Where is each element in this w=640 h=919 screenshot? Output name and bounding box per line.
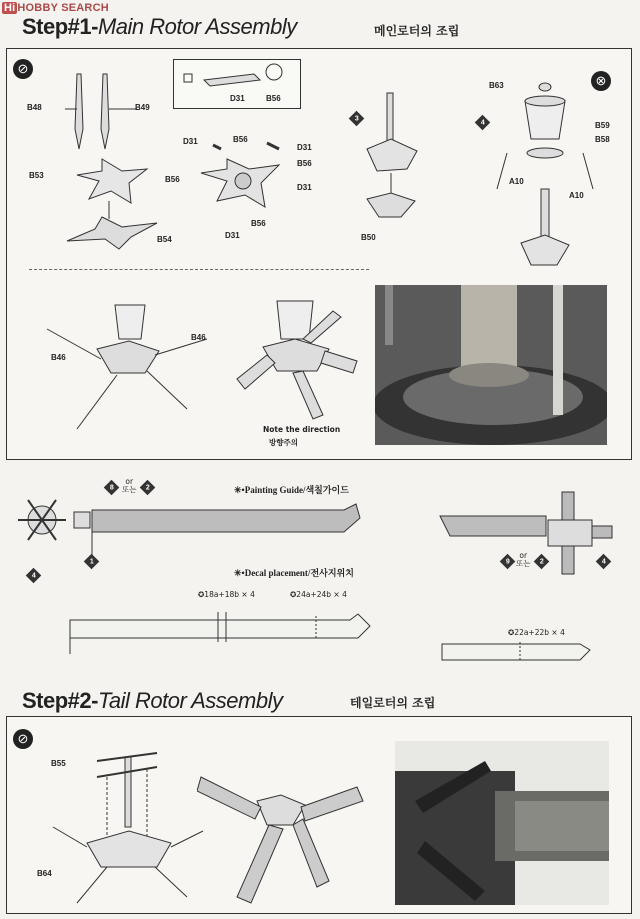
label-d31-c: D31 xyxy=(297,183,312,192)
main-blade-decal-drawing xyxy=(60,606,390,658)
label-b55: B55 xyxy=(51,759,66,768)
tail-rotor-assembled-drawing xyxy=(197,757,367,907)
step2-panel xyxy=(6,716,632,914)
label-b56-d: B56 xyxy=(251,219,266,228)
tail-blade-decal-drawing xyxy=(440,640,600,666)
blade-attach-drawing xyxy=(37,289,217,439)
paint-callout-4a: 4 xyxy=(26,568,42,584)
step2-heading xyxy=(22,688,282,714)
watermark xyxy=(2,2,109,14)
rotor-shaft-drawing xyxy=(347,89,437,239)
label-b53: B53 xyxy=(29,171,44,180)
tail-rotor-exploded-drawing xyxy=(47,747,207,907)
decal-label-18: ✪18a+18b × 4 xyxy=(198,590,255,599)
painting-guide-title: ✳•Painting Guide/색칠가이드 xyxy=(234,485,349,495)
rotor-head-photo xyxy=(375,285,607,445)
paint-callout-4b: 4 xyxy=(596,554,612,570)
note-direction-en: Note the direction xyxy=(263,425,341,434)
detail-label-d31: D31 xyxy=(230,94,245,103)
label-b58: B58 xyxy=(595,135,610,144)
cement-icon: ⊘ xyxy=(13,59,33,79)
step1-number: Step#1- xyxy=(22,14,98,39)
label-b49: B49 xyxy=(135,103,150,112)
step2-title: Tail Rotor Assembly xyxy=(97,688,283,713)
paint-callout-8: 8 xyxy=(104,480,120,496)
step1-panel xyxy=(6,48,632,460)
hub-assembly-drawing xyxy=(187,139,307,239)
decal-label-24: ✪24a+24b × 4 xyxy=(290,590,347,599)
cement-icon-2: ⊘ xyxy=(13,729,33,749)
paint-callout-9: 9 xyxy=(500,554,516,570)
detail-box xyxy=(173,59,301,109)
label-b56-c: B56 xyxy=(165,175,180,184)
paint-callout-2b: 2 xyxy=(534,554,550,570)
step1-title: Main Rotor Assembly xyxy=(97,14,297,39)
label-d31-b: D31 xyxy=(297,143,312,152)
step2-korean-title: 테일로터의 조립 xyxy=(350,696,436,710)
label-b59: B59 xyxy=(595,121,610,130)
divider xyxy=(29,269,369,270)
paint-callout-2: 2 xyxy=(140,480,156,496)
watermark-badge: Hi xyxy=(4,2,16,14)
watermark-brand: HOBBY xyxy=(17,2,58,14)
label-d31-a: D31 xyxy=(183,137,198,146)
blade-assembled-drawing xyxy=(233,289,363,429)
label-b50: B50 xyxy=(361,233,376,242)
rotor-head-exploded-drawing xyxy=(487,79,617,279)
step1-korean-title: 메인로터의 조립 xyxy=(374,24,460,38)
label-b48: B48 xyxy=(27,103,42,112)
step2-number: Step#2- xyxy=(22,688,98,713)
label-b46-b: B46 xyxy=(191,333,206,342)
tail-rotor-photo xyxy=(395,741,609,905)
watermark-suffix: SEARCH xyxy=(61,2,109,14)
label-b64: B64 xyxy=(37,869,52,878)
decal-placement-title: ✳•Decal placement/전사지위치 xyxy=(234,568,354,578)
label-a10-a: A10 xyxy=(509,177,524,186)
note-direction-kr: 방향주의 xyxy=(269,438,298,447)
label-b54: B54 xyxy=(157,235,172,244)
callout-3: 3 xyxy=(349,111,365,127)
label-b56-b: B56 xyxy=(297,159,312,168)
label-d31-d: D31 xyxy=(225,231,240,240)
callout-4: 4 xyxy=(475,115,491,131)
label-b56-a: B56 xyxy=(233,135,248,144)
label-b63: B63 xyxy=(489,81,504,90)
no-cement-icon: ⊗ xyxy=(591,71,611,91)
paint-callout-1: 1 xyxy=(84,554,100,570)
paint-or-1: or 또는 xyxy=(122,477,137,494)
decal-label-22: ✪22a+22b × 4 xyxy=(508,628,565,637)
label-b46-a: B46 xyxy=(51,353,66,362)
detail-drawing xyxy=(174,60,300,94)
paint-or-2: or 또는 xyxy=(516,551,531,568)
detail-label-b56: B56 xyxy=(266,94,281,103)
label-a10-b: A10 xyxy=(569,191,584,200)
step1-heading xyxy=(22,14,297,40)
